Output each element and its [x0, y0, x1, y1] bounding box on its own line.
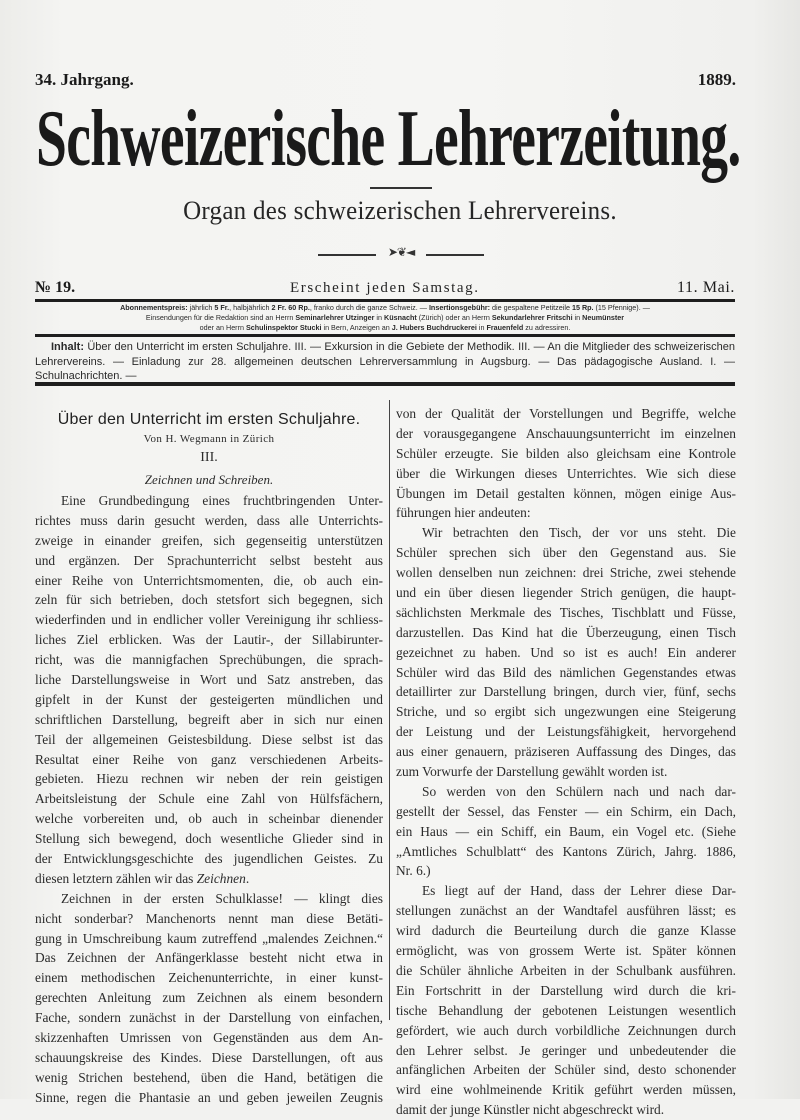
article-title: Über den Unterricht im ersten Schuljahre. — [57, 411, 361, 428]
emphasis: Zeichnen — [196, 870, 246, 886]
publication-frequency: Erscheint jeden Samstag. — [290, 280, 480, 296]
subscription-text: oder an Herrn — [199, 322, 246, 332]
text-line: richtes muss darin gesucht werden, dass alle Unterrichts- — [35, 512, 383, 528]
masthead-title: Schweizerische Lehrerzeitung. — [36, 95, 741, 183]
subscription-emphasis: 2 Fr. 60 Rp. — [271, 303, 310, 312]
subscription-emphasis: Abonnementspreis: — [120, 303, 188, 312]
text-line: wird eine wohlmeinende Kritik geführt werden müssen, — [396, 1082, 736, 1098]
article-part: III. — [200, 450, 218, 465]
subscription-emphasis: 15 Rp. — [571, 303, 594, 312]
text-line: gerechten Anleitung zum Zeichnen als einem besondern — [35, 990, 383, 1006]
text-line: Zeichnen in der ersten Schulklasse! — klingt dies — [61, 890, 383, 906]
subscription-text: jährlich — [187, 303, 215, 312]
right-column-text — [396, 404, 736, 1120]
masthead-subtitle: Organ des schweizerischen Lehrervereins. — [183, 196, 617, 225]
subscription-info — [35, 303, 735, 332]
text-line: detaillirter zur Darstellung bringen, durch vier, fünf, sechs — [396, 684, 736, 700]
text-line: zum Vorwurfe der Darstellung gewählt worden ist. — [396, 764, 668, 780]
text-line: Schüler wird das Bild des nämlichen Gegenstandes etwas — [396, 664, 736, 680]
text-line: richt, was die mannigfachen Sprechübungen, die sprach- — [35, 652, 383, 668]
text-line: Es liegt auf der Hand, dass der Lehrer diese Dar- — [422, 883, 736, 899]
ornament-line-right — [426, 254, 484, 256]
issue-info-line — [35, 279, 735, 299]
left-column-text — [35, 491, 383, 1108]
subscription-emphasis: Neumünster — [582, 312, 625, 322]
subscription-text: zu adressiren. — [523, 322, 571, 332]
text-line: führungen hier andeuten: — [396, 505, 531, 521]
subscription-emphasis: Schulinspektor Stucki — [245, 322, 322, 332]
volume-line — [35, 70, 735, 90]
contents-text: Über den Unterricht im ersten Schuljahre. III. — Exkursion in die Gebiete der Methodik. III. — An die Mitglieder des schweizerischen Lehrervereins. — Einladung zur 28. allgemeinen deutschen Lehrerversammlung in Augsburg. — Das pädagogische Ausland. I. — Schulnachrichten. — — [35, 341, 735, 383]
text-line: schriftlichen Darstellung, begreift aber in sich nur einen — [35, 711, 383, 727]
text-line: Resultat einer Reihe von ganz verschiedenen Arbeits- — [35, 751, 383, 767]
subscription-line-1 — [35, 303, 735, 313]
text-line: stellungen zunächst an der Wandtafel ausführen lässt; es — [396, 903, 736, 919]
text-line: schauungskreise des Kindes. Diese Darstellungen, oft aus — [35, 1049, 383, 1065]
text-line: Sinne, regen die Phantasie an und geben jeweilen Zeugnis — [35, 1089, 383, 1105]
text-line: einem methodischen Zeichenunterrichte, in einer kunst- — [35, 970, 383, 986]
text-line: den Lehrer selbst. Je geringer und unbedeutender die — [396, 1042, 736, 1058]
subscription-emphasis: 5 Fr. — [214, 303, 230, 312]
text-line: nicht sonderbar? Manchenorts nennt man diese Betäti- — [35, 910, 383, 926]
text-line: darzustellen. Das Kind hat die Überzeugung, einen Tisch — [396, 624, 736, 640]
text-line: Arbeitsleistung der Schule eine Zahl von Hülfsfächern, — [35, 791, 383, 807]
subscription-text: die gespaltene Petitzeile — [490, 303, 572, 312]
text-line: der Entwicklungsgeschichte des jugendlichen Geistes. Zu — [35, 851, 383, 867]
text-line: und ergänzen. Der Sprachunterricht selbst besteht aus — [35, 552, 383, 568]
subscription-emphasis: Sekundarlehrer Fritschi — [491, 312, 573, 322]
subscription-text: (Zürich) oder an Herrn — [416, 312, 492, 322]
text-line: So werden von den Schülern nach und nach dar- — [422, 783, 736, 799]
issue-date: 11. Mai. — [677, 279, 735, 296]
text-line: Übungen im Detail gestalten können, mögen einige Aus- — [396, 485, 736, 501]
text-line: die Schüler ähnliche Arbeiten in der Schulbank ausführen. — [396, 962, 736, 978]
text-line: diesen letztern zählen wir das Zeichnen. — [35, 870, 250, 886]
subscription-text: , halbjährlich — [229, 303, 272, 312]
text-line: einer Reihe von Unterrichtsmomenten, die, ob auch ein- — [35, 572, 383, 588]
subscription-text: Einsendungen für die Redaktion sind an Herrn — [145, 312, 296, 322]
text-line: von der Qualität der Vorstellungen und Begriffe, welche — [396, 406, 736, 421]
right-column — [396, 404, 736, 1120]
text-line: ermöglicht, was von grossem Werte ist. Später können — [396, 943, 736, 959]
subscription-text: (15 Pfennige). — — [593, 303, 650, 312]
column-divider — [389, 400, 390, 1020]
text-line: damit der junge Künstler nicht abgeschreckt wird. — [396, 1102, 665, 1118]
text-line: zweige in einander greifen, sich gegenseitig unterstützen — [35, 532, 383, 548]
text-line: Schüler sprechen sich über den Gegenstand aus. Sie — [396, 545, 736, 561]
text-line: skizzenhaften Umrissen von Gegenständen aus dem An- — [35, 1030, 383, 1046]
text-line: Nr. 6.) — [396, 863, 431, 879]
text-line: gefördert, wie auch durch vorbildliche Zeichnungen durch — [396, 1022, 736, 1038]
text-line: wollen denselben nun zeichnen: drei Striche, zwei stehende — [396, 565, 736, 581]
text-line: Fache, sondern zunächst in der Darstellung von einfachen, — [35, 1010, 383, 1026]
text-line: gipfelt in der Kunst der gesteigerten mündlichen und — [35, 691, 383, 707]
text-line: „Amtliches Schulblatt“ des Kantons Zürich, Jahrg. 1886, — [396, 843, 736, 859]
section-heading: Zeichnen und Schreiben. — [144, 472, 274, 487]
subscription-emphasis: Frauenfeld — [486, 322, 524, 332]
text-line: aus einer genauern, präziseren Auffassung des Dinges, das — [396, 744, 736, 760]
text-line: Teil der allgemeinen Geistesbildung. Diese selbst ist das — [35, 731, 383, 747]
text-line: der Leistung und der Leistungsfähigkeit, hervorgehend — [396, 724, 736, 740]
text-line: Schüler erzeugte. Sie bilden also gleichsam eine Kontrole — [396, 445, 736, 461]
subscription-emphasis: Küsnacht — [384, 312, 417, 322]
rule-above-contents — [35, 334, 735, 337]
text-line: liches Ziel erblicken. Was der Lautir-, der Sillabirunter- — [35, 632, 383, 648]
text-line: und ein über diesen liegender Strich genügen, die haupt- — [396, 585, 736, 601]
text-line: ein Haus — ein Schiff, ein Baum, ein Vogel etc. (Siehe — [396, 823, 736, 839]
masthead-rule — [370, 187, 432, 189]
text-line: gung in Umschreibung kaum zutreffend „malendes Zeichnen.“ — [35, 930, 383, 946]
subscription-emphasis: J. Hubers Buchdruckerei — [391, 322, 477, 332]
text-line: tische Behandlung der gebotenen Leistungen wesentlich — [396, 1002, 736, 1018]
ornament-icon: ➤❦◄ — [387, 245, 415, 259]
subscription-text: in — [374, 312, 385, 322]
text-line: über die Wirkungen dieses Unterrichtes. Wie sich diese — [396, 465, 736, 481]
table-of-contents — [35, 340, 735, 384]
text-line: gebieten. Hiezu rechnen wir neben der rein geistigen — [35, 771, 383, 787]
text-line: liche Darstellungsweise in Wort und Satz anstreben, das — [35, 672, 383, 688]
subscription-line-3 — [35, 323, 735, 333]
text-line: wenig Strichen bestehend, üben die Hand, betätigen die — [35, 1069, 383, 1085]
text-line: Wir betrachten den Tisch, der vor uns steht. Die — [422, 525, 736, 541]
subscription-text: in — [476, 322, 487, 332]
rule-above-subscription — [35, 299, 735, 302]
text-line: anfänglichen Arbeiten der Schüler sind, desto schonender — [396, 1062, 736, 1078]
subscription-line-2 — [35, 313, 735, 323]
text-line: der vorausgegangene Anschauungsunterricht im einzelnen — [396, 425, 736, 441]
text-line: zeln für sich betrieben, doch stetsfort sich begegnen, sich — [35, 592, 383, 608]
subscription-text: in Bern, Anzeigen an — [321, 322, 392, 332]
text-line: gestellt der Sessel, das Fenster — ein Schirm, ein Dach, — [396, 803, 736, 819]
text-line: Eine Grundbedingung eines fruchtbringenden Unter- — [61, 493, 383, 508]
text-line: Stellung sich bewegend, doch wesentliche Glieder sind in — [35, 831, 383, 847]
volume-label: 34. Jahrgang. — [35, 70, 134, 89]
text-line: gezeichnet zu haben. Und so ist es auch! Ein anderer — [396, 644, 736, 660]
contents-label: Inhalt: — [51, 341, 84, 353]
left-column — [35, 404, 383, 1108]
issue-number: № 19. — [35, 279, 76, 296]
text-line: Ein Fortschritt in der Darstellung wird durch die kri- — [396, 982, 736, 998]
ornament-divider — [318, 245, 484, 260]
ornament-line-left — [318, 254, 376, 256]
article-author: Von H. Wegmann in Zürich — [143, 433, 275, 445]
text-line: Das Zeichnen der Anfängerklasse besteht nicht etwa in — [35, 950, 383, 966]
text-line: Striche, und so ergibt sich ungezwungen eine Steigerung — [396, 704, 736, 720]
text-line: welche vorbereiten und, ob auch in scheinbar dienender — [35, 811, 383, 827]
rule-below-contents — [35, 382, 735, 386]
subscription-emphasis: Insertionsgebühr: — [428, 303, 491, 312]
subscription-text: in — [572, 312, 583, 322]
subscription-emphasis: Seminarlehrer Utzinger — [295, 312, 375, 322]
text-line: wird dadurch die Beurteilung durch die ganze Klasse — [396, 923, 736, 939]
text-line: sächlichsten Merkmale des Tisches, Tischblatt und Füsse, — [396, 604, 736, 620]
year-label: 1889. — [697, 70, 736, 89]
text-line: wiederfinden und in endlicher voller Vereinigung ihr schliess- — [35, 612, 383, 628]
subscription-text: , franko durch die ganze Schweiz. — — [309, 303, 429, 312]
